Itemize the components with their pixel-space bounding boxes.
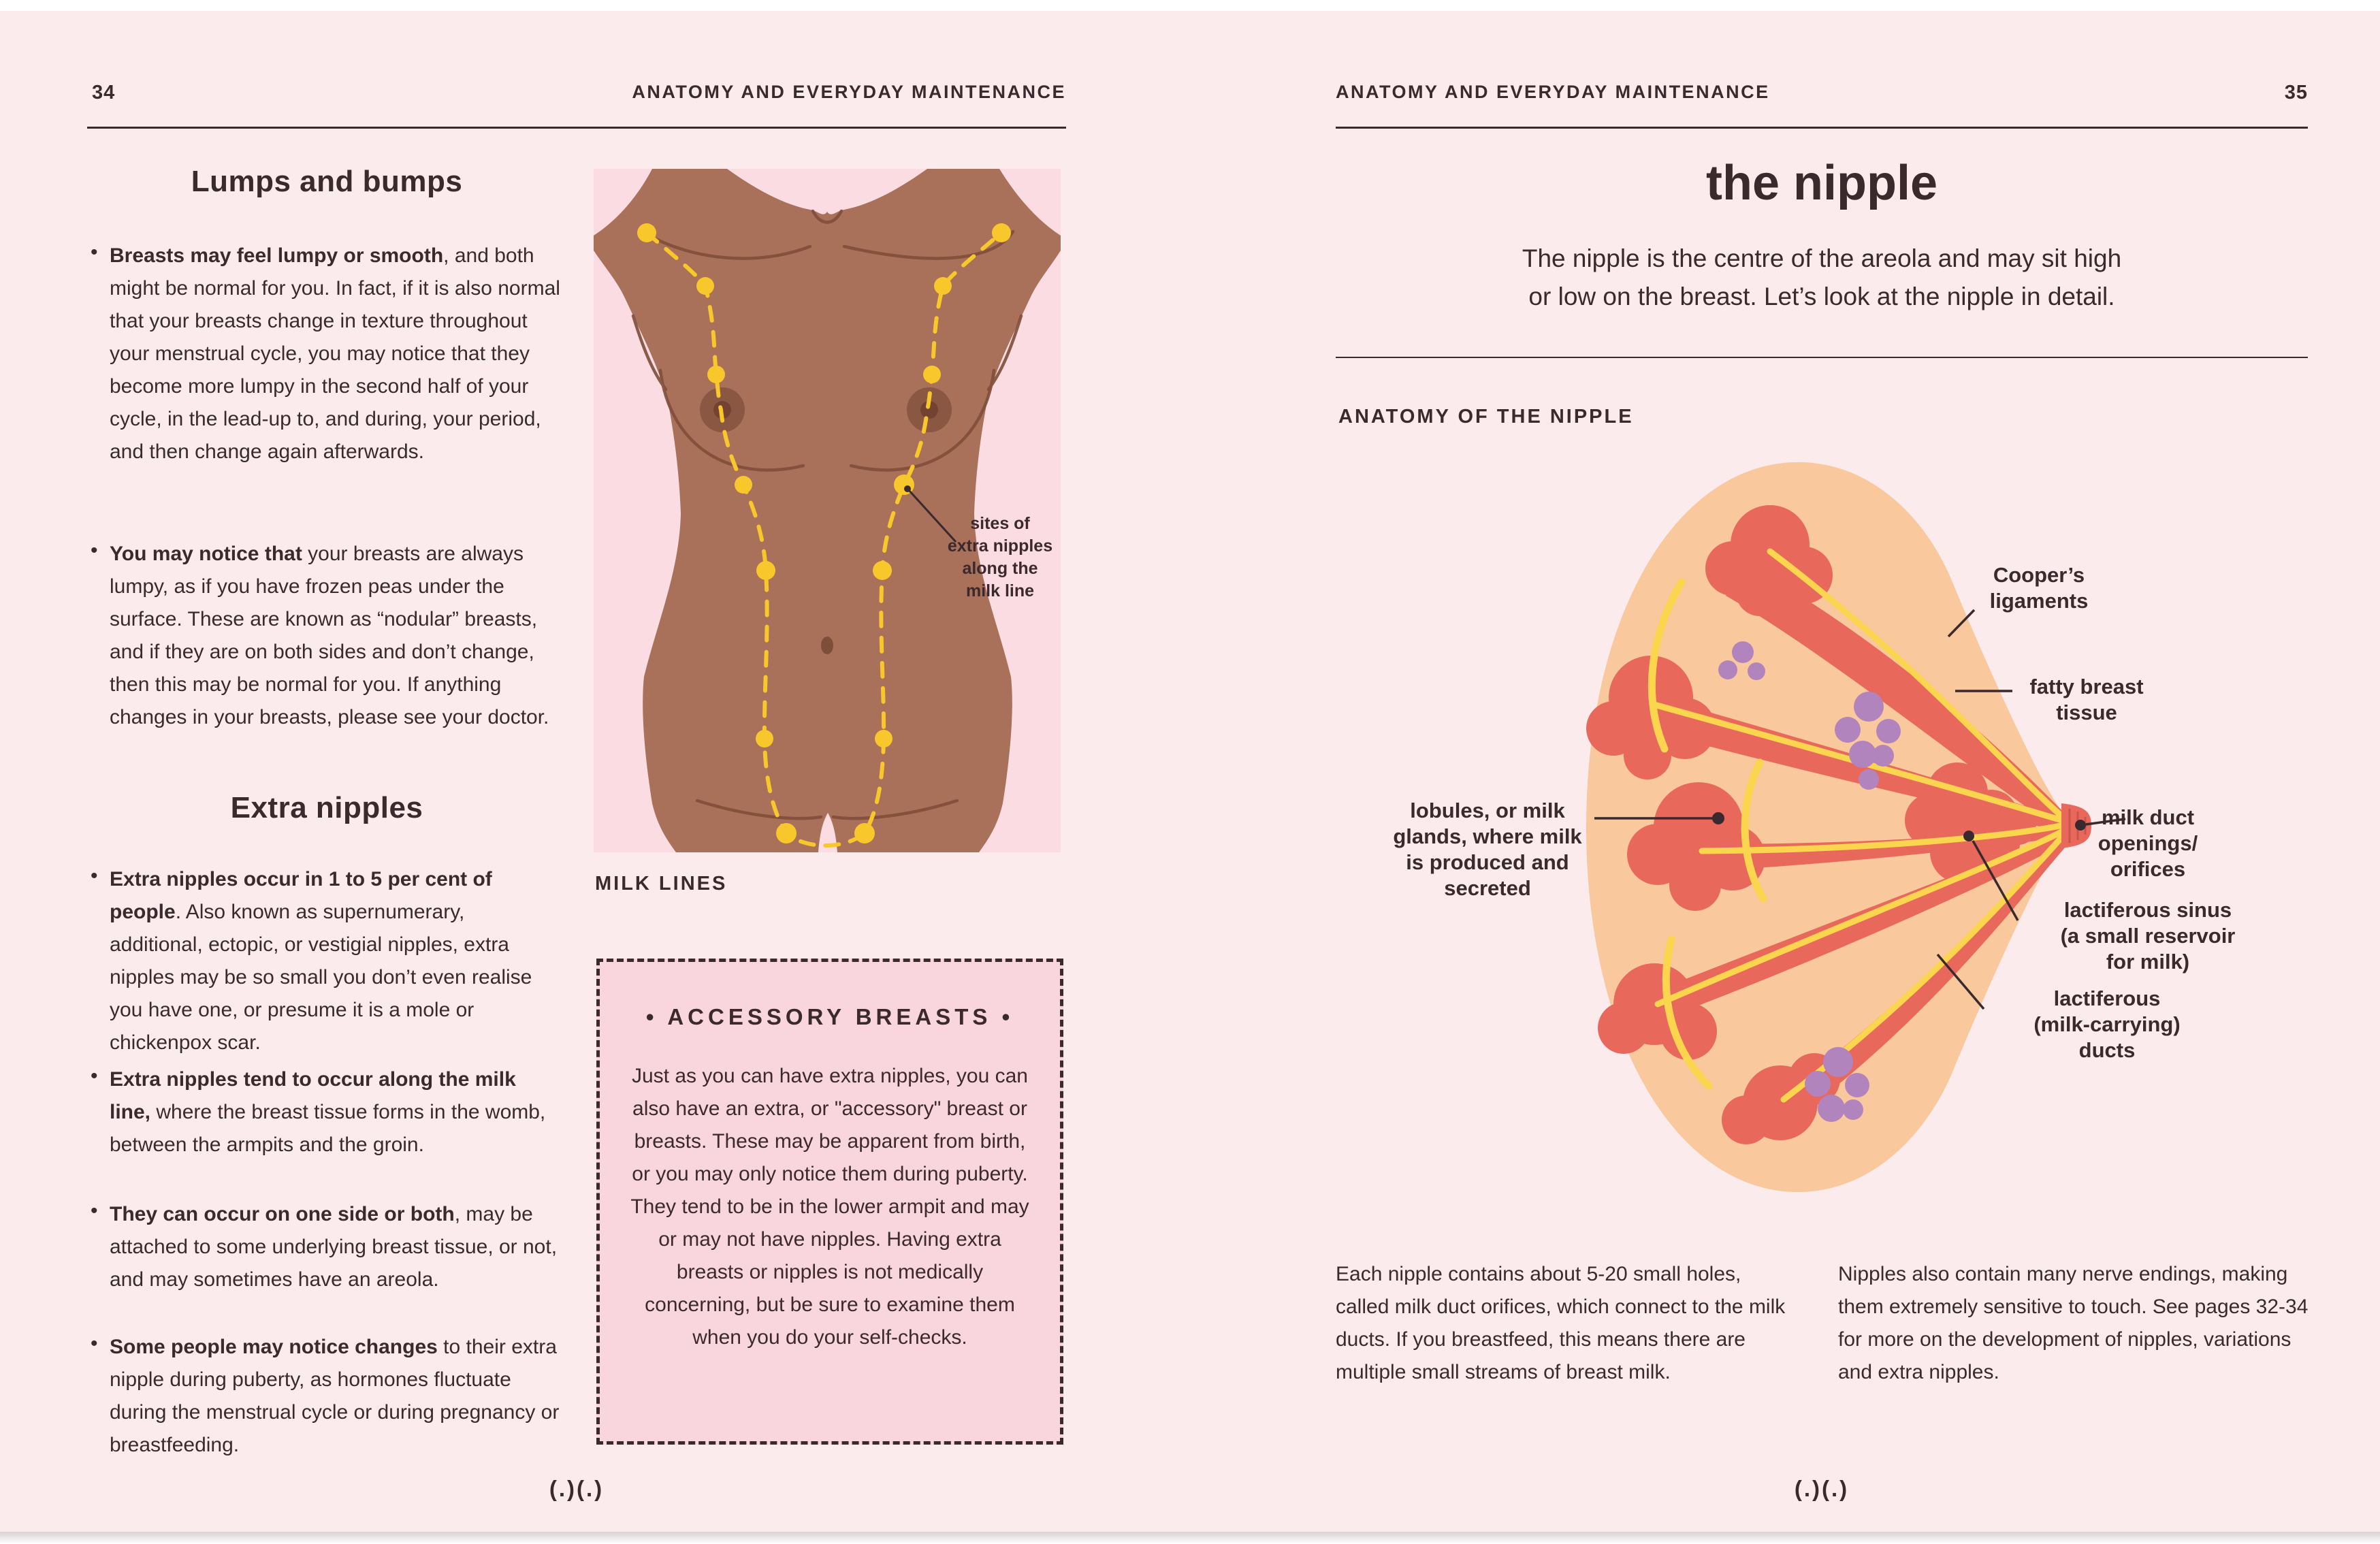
body-paragraph-milk-ducts: Each nipple contains about 5-20 small holes, called milk duct orifices, which connect to the milk ducts. If you breastfeed, this means there are multiple small streams of breast milk. <box>1336 1263 1786 1383</box>
bullet-changes-puberty: • Some people may notice changes to their extra nipple during puberty, as hormones fluctuate during the menstrual cycle or during pregnancy or breastfeeding. <box>91 1332 560 1456</box>
figure-caption-milk-lines: MILK LINES <box>595 873 728 895</box>
intro-line-2: or low on the breast. Let’s look at the nipple in detail. <box>1528 283 2115 310</box>
label-lactiferous-sinus: lactiferous sinus (a small reservoir for milk) <box>2060 898 2236 974</box>
bullet-lumpy-or-smooth: • Breasts may feel lumpy or smooth, and both might be normal for you. In fact, if it is also normal that your breasts change in texture throughout your menstrual cycle, you may notice that they become more lumpy in the second half of your cycle, in the lead-up to, and during, your period, and then change again afterwards. <box>91 241 560 463</box>
bullet-one-side-or-both: • They can occur on one side or both, may be attached to some underlying breast tissue, or not, and may sometimes have an areola. <box>91 1200 558 1291</box>
bullet-marker: • <box>91 241 98 263</box>
header-rule-left <box>87 127 1066 129</box>
page-number-right: 35 <box>2284 82 2308 103</box>
page-bottom-shadow <box>0 1532 2380 1544</box>
intro-line-1: The nipple is the centre of the areola and may sit high <box>1522 244 2122 272</box>
page-number-left: 34 <box>92 82 116 103</box>
footer-glyph-left: (.)(.) <box>549 1476 605 1501</box>
label-lactiferous-ducts: lactiferous (milk-carrying) ducts <box>2033 986 2181 1062</box>
milk-line-annotation: sites of extra nipples along the milk line <box>947 514 1053 600</box>
body-paragraph-nerve-endings: Nipples also contain many nerve endings, making them extremely sensitive to touch. See pages 32-34 for more on the development of nipples, variations and extra nipples. <box>1838 1263 2309 1383</box>
box-title: • ACCESSORY BREASTS • <box>645 1004 1014 1029</box>
page-title: the nipple <box>1706 156 1937 210</box>
bullet-nodular-breasts: • You may notice that your breasts are always lumpy, as if you have frozen peas under the surface. These are known as “nodular” breasts, and if they are on both sides and don’t change, then this may be normal for you. If anything changes in your breasts, please see your doctor. <box>91 539 549 728</box>
section-title-lumps: Lumps and bumps <box>191 165 463 198</box>
section-title-extra-nipples: Extra nipples <box>230 791 423 824</box>
bullet-marker: • <box>91 1200 98 1222</box>
bullet-marker: • <box>91 865 98 887</box>
milk-lines-illustration <box>594 169 1061 852</box>
bullet-milk-line: • Extra nipples tend to occur along the milk line, where the breast tissue forms in the womb, between the armpits and the groin. <box>91 1065 546 1156</box>
bullet-marker: • <box>91 1065 98 1087</box>
label-lobules: lobules, or milk glands, where milk is produced and secreted <box>1393 799 1582 900</box>
accessory-breasts-box <box>596 959 1063 1445</box>
header-rule-right <box>1336 127 2308 129</box>
running-head-left: ANATOMY AND EVERYDAY MAINTENANCE <box>632 82 1066 102</box>
bullet-extra-occurrence: • Extra nipples occur in 1 to 5 per cent of people. Also known as supernumerary, additional, ectopic, or vestigial nipples, extra nipples may be so small you don’t even realise you have one, or presume it is a mole or chickenpox scar. <box>91 865 532 1054</box>
sinus-anchor-dot <box>1963 831 1974 841</box>
torso-body <box>594 169 1061 852</box>
torso-figure <box>594 169 1061 852</box>
intro-rule <box>1336 357 2308 358</box>
bullet-marker: • <box>91 539 98 562</box>
running-head-right: ANATOMY AND EVERYDAY MAINTENANCE <box>1336 82 1770 102</box>
label-milk-duct-openings: milk duct openings/ orifices <box>2097 805 2198 881</box>
label-coopers-ligaments: Cooper’s ligaments <box>1989 563 2089 613</box>
footer-glyph-right: (.)(.) <box>1794 1476 1850 1501</box>
lobules-anchor-dot <box>1712 812 1724 824</box>
label-fatty-breast-tissue: fatty breast tissue <box>2029 675 2144 724</box>
bullet-marker: • <box>91 1332 98 1355</box>
box-body-text: Just as you can have extra nipples, you can also have an extra, or "accessory" breast or breasts. These may be apparent from birth, or you may only notice them during puberty. They tend to be in the lower armpit and may or may not have nipples. Having extra breasts or nipples is not medically concerning, but be sure to examine them when you do your self-checks. <box>630 1065 1029 1349</box>
diagram-heading: ANATOMY OF THE NIPPLE <box>1338 406 1634 428</box>
navel <box>821 637 833 654</box>
